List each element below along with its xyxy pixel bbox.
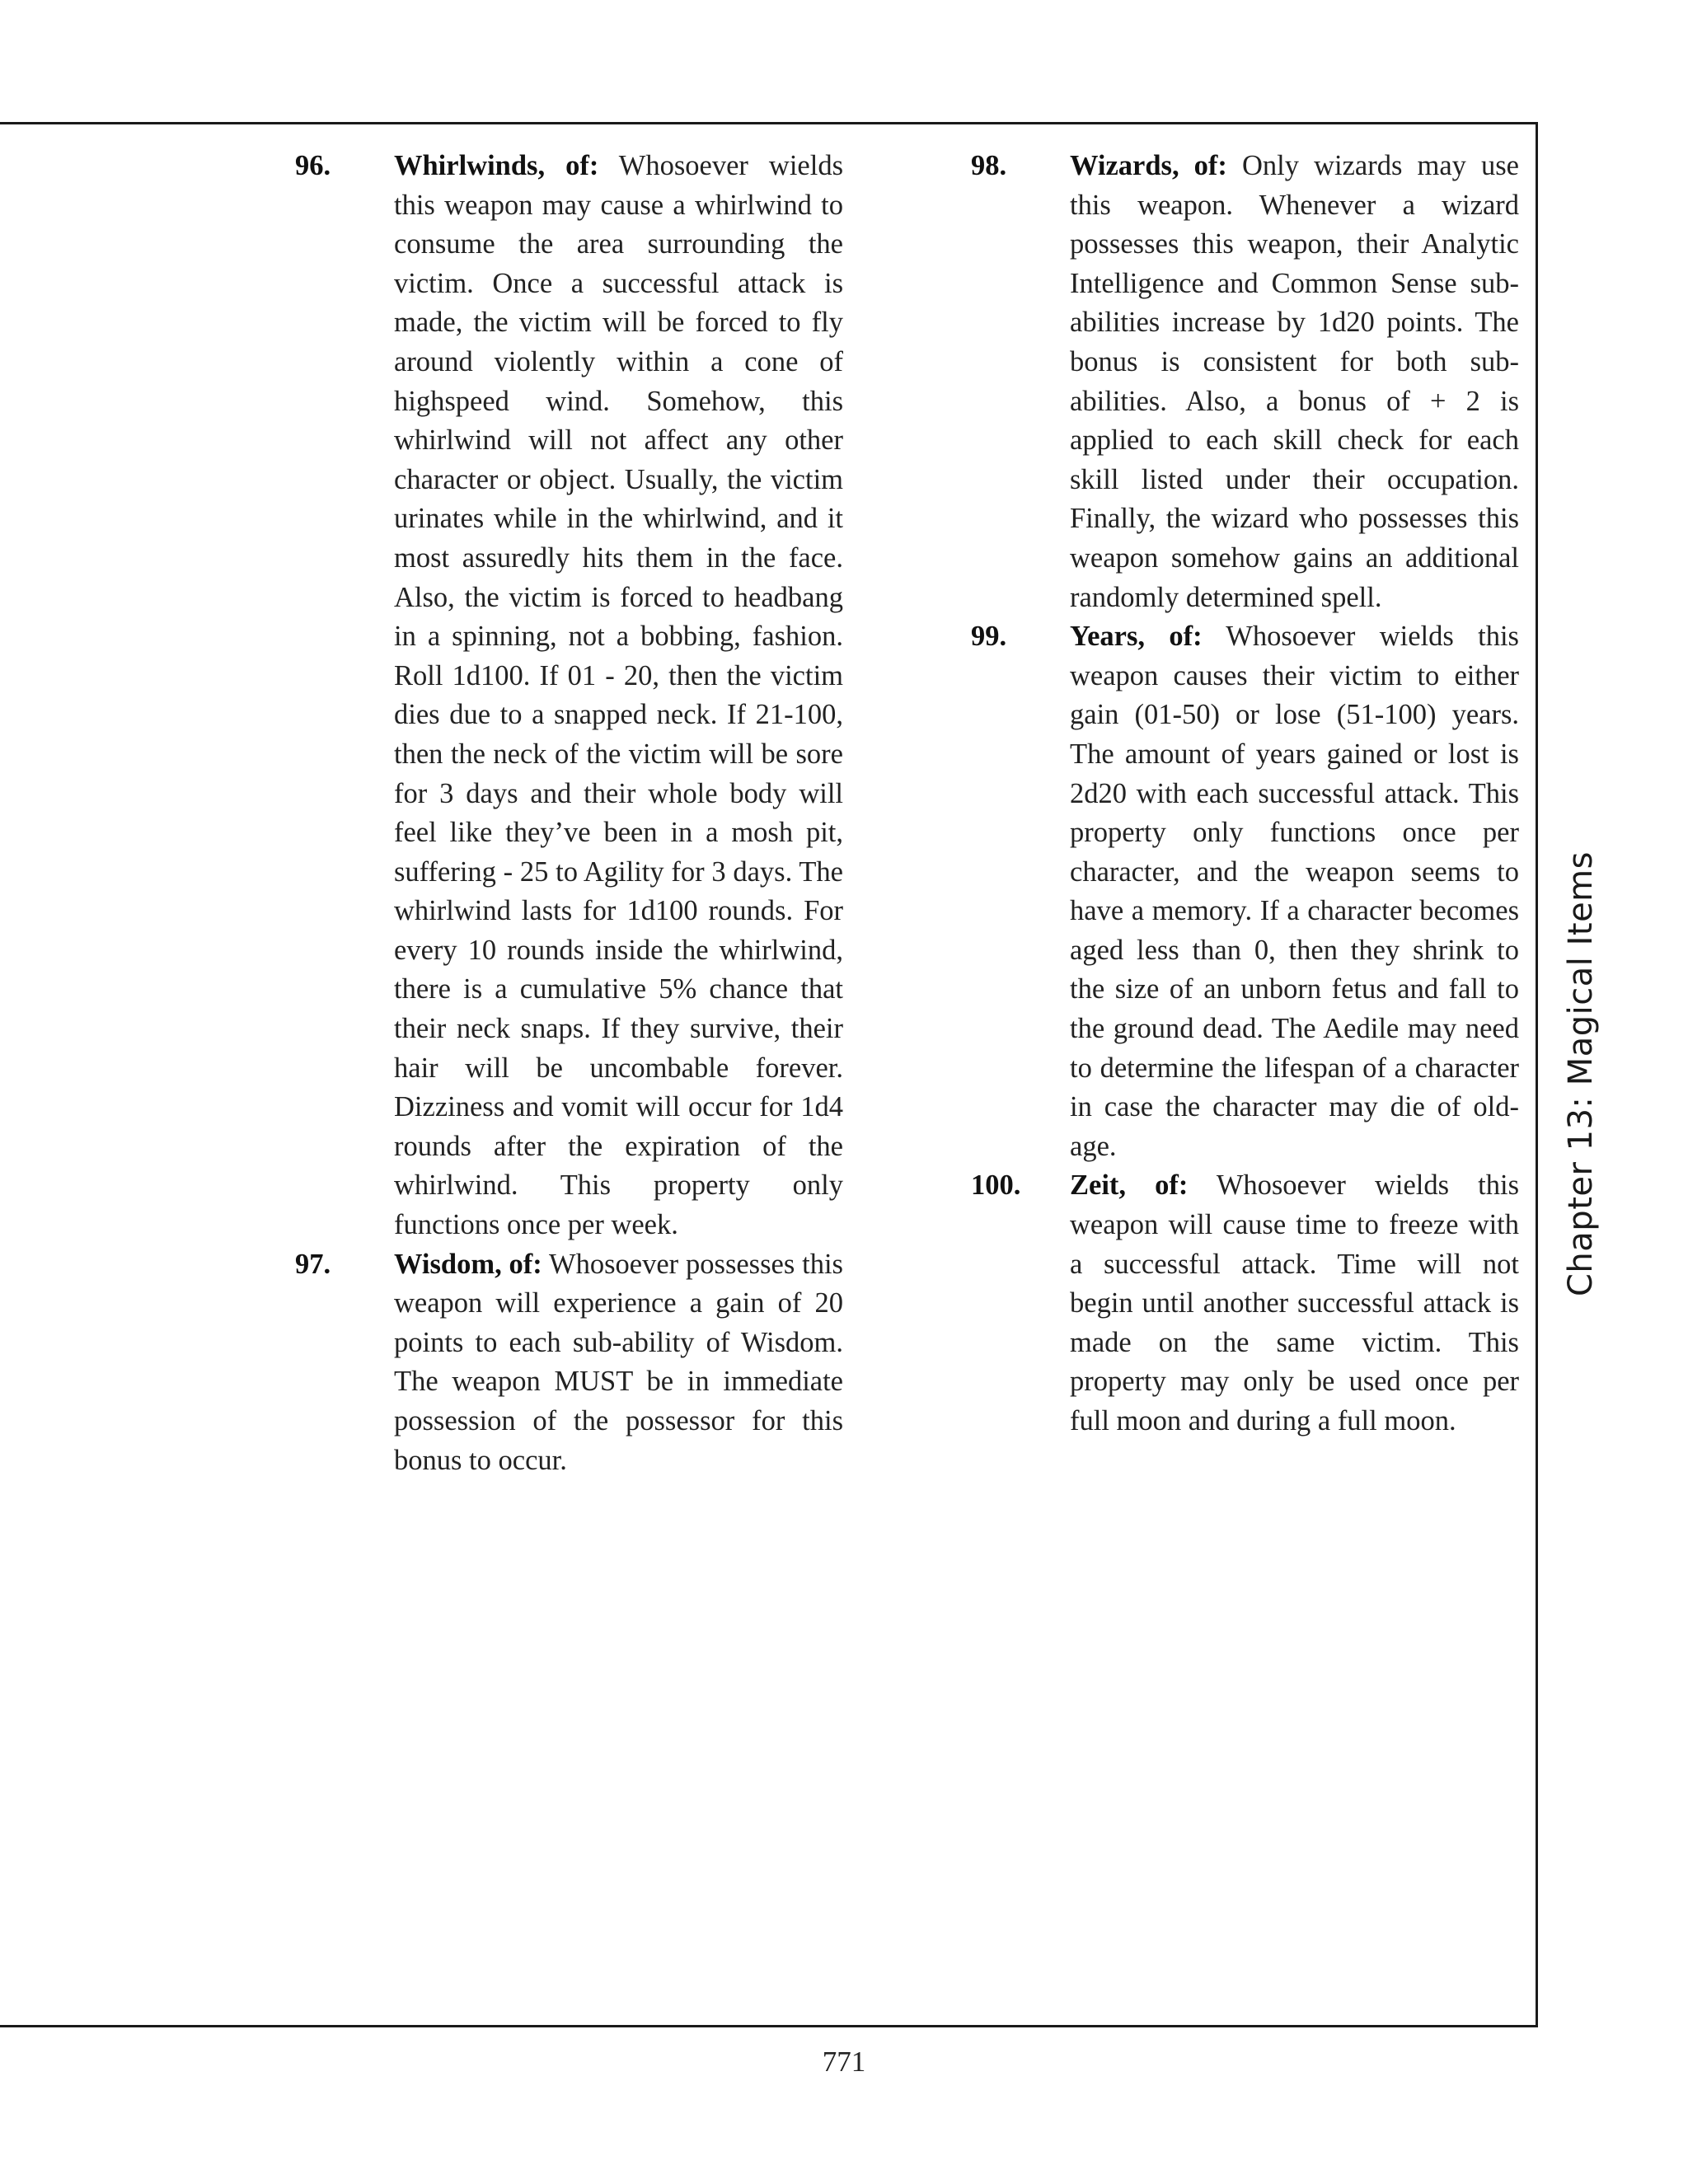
entry-title: Zeit, of: [1070,1169,1189,1202]
entry-97 [295,1245,843,1481]
entry-number: 100. [971,1169,1021,1202]
entry-text: Whosoever wields this weapon will cause time to freeze with a successful attack. Time will not begin until another successful attack is made on the same victim. This property may only be used once per full moon and during a full moon. [1070,1169,1519,1436]
entry-body [394,147,843,1245]
entry-title: Wizards, of: [1070,150,1227,181]
chapter-label: Chapter 13: Magical Items [1562,851,1600,1296]
entry-100 [971,1166,1519,1441]
entry-body [1070,617,1519,1166]
entry-number: 98. [971,150,1007,181]
page-number: 771 [822,2046,866,2078]
entry-number: 96. [295,150,331,181]
entry-99 [971,617,1519,1166]
entry-text: Only wizards may use this weapon. Whenever a wizard possesses this weapon, their Analytic Intelligence and Common Sense sub-abilities increase by 1d20 points. The bonus is consistent for both sub-abilities. Also, a bonus of + 2 is applied to each skill check for each skill listed under their occupation. Finally, the wizard who possesses this weapon somehow gains an additional randomly determined spell. [1070,150,1519,613]
entry-title: Whirlwinds, of: [394,150,599,181]
entry-number: 99. [971,621,1007,653]
entry-text: Whosoever wields this weapon may cause a whirlwind to consume the area surrounding the victim. Once a successful attack is made, the victim will be forced to fly around violently within a cone of highspeed wind. Somehow, this whirlwind will not affect any other character or object. Usually, the victim urinates while in the whirlwind, and it most assuredly hits them in the face. Also, the victim is forced to headbang in a spinning, not a bobbing, fashion. Roll 1d100. If 01 - 20, then the victim dies due to a snapped neck. If 21-100, then the neck of the victim will be sore for 3 days and their whole body will feel like they’ve been in a mosh pit, suffering - 25 to Agility for 3 days. The whirlwind lasts for 1d100 rounds. For every 10 rounds inside the whirlwind, there is a cumulative 5% chance that their neck snaps. If they survive, their hair will be uncombable forever. Dizziness and vomit will occur for 1d4 rounds after the expiration of the whirlwind. This property only functions once per week. [394,150,843,1241]
entry-text: Whosoever wields this weapon causes their victim to either gain (01-50) or lose (51-100) years. The amount of years gained or lost is 2d20 with each successful attack. This property only functions once per character, and the weapon seems to have a memory. If a character becomes aged less than 0, then they shrink to the size of an unborn fetus and fall to the ground dead. The Aedile may need to determine the lifespan of a character in case the character may die of old-age. [1070,621,1519,1162]
entry-body [1070,1166,1519,1441]
entry-body [394,1245,843,1481]
entry-96 [295,147,843,1245]
entry-body [1070,147,1519,617]
entry-title: Wisdom, of: [394,1248,542,1280]
right-column [971,147,1519,1441]
entry-text: Whosoever possesses this weapon will experience a gain of 20 points to each sub-ability of Wisdom. The weapon MUST be in immediate possession of the possessor for this bonus to occur. [394,1248,843,1476]
entry-title: Years, of: [1070,621,1203,653]
entry-number: 97. [295,1248,331,1280]
left-column [295,147,843,1480]
entry-98 [971,147,1519,617]
